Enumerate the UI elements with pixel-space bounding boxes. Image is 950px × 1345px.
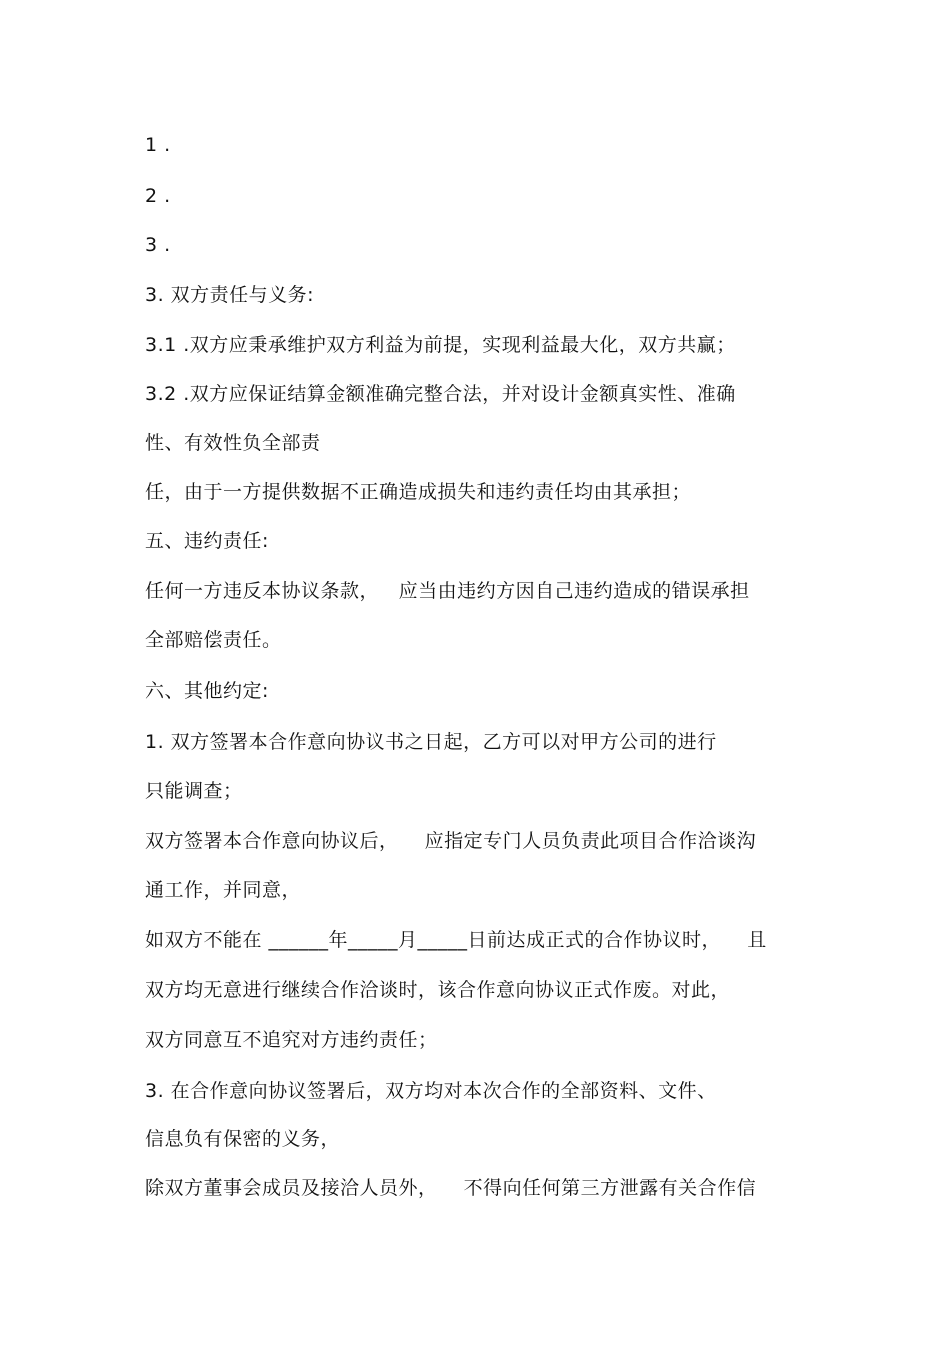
text-line: 双方同意互不追究对方违约责任；: [145, 1029, 438, 1051]
text-line: 任，由于一方提供数据不正确造成损失和违约责任均由其承担；: [145, 481, 692, 503]
text-line: 任何一方违反本协议条款， 应当由违约方因自己违约造成的错误承担: [145, 580, 750, 602]
text-line: 2 .: [145, 185, 171, 207]
text-line: 全部赔偿责任。: [145, 629, 282, 651]
text-line: 3.1 .双方应秉承维护双方利益为前提，实现利益最大化，双方共赢；: [145, 334, 736, 356]
text-line: 1 .: [145, 134, 171, 156]
text-line: 信息负有保密的义务，: [145, 1128, 341, 1150]
text-line: 3. 在合作意向协议签署后，双方均对本次合作的全部资料、文件、: [145, 1080, 717, 1102]
text-line: 双方均无意进行继续合作洽谈时，该合作意向协议正式作废。对此，: [145, 979, 731, 1001]
text-line: 3.2 .双方应保证结算金额准确完整合法，并对设计金额真实性、准确: [145, 383, 736, 405]
text-line: 性、有效性负全部责: [145, 432, 321, 454]
text-line: 3 .: [145, 234, 171, 256]
text-line: 3. 双方责任与义务:: [145, 284, 315, 306]
text-line: 如双方不能在 ______年_____月_____日前达成正式的合作协议时， 且: [145, 929, 767, 951]
text-line: 五、违约责任:: [145, 530, 269, 552]
text-line: 通工作，并同意，: [145, 879, 302, 901]
text-line: 1. 双方签署本合作意向协议书之日起，乙方可以对甲方公司的进行: [145, 731, 717, 753]
text-line: 只能调查；: [145, 780, 243, 802]
text-line: 除双方董事会成员及接洽人员外， 不得向任何第三方泄露有关合作信: [145, 1177, 757, 1199]
text-line: 六、其他约定:: [145, 680, 269, 702]
text-line: 双方签署本合作意向协议后， 应指定专门人员负责此项目合作洽谈沟: [145, 830, 757, 852]
